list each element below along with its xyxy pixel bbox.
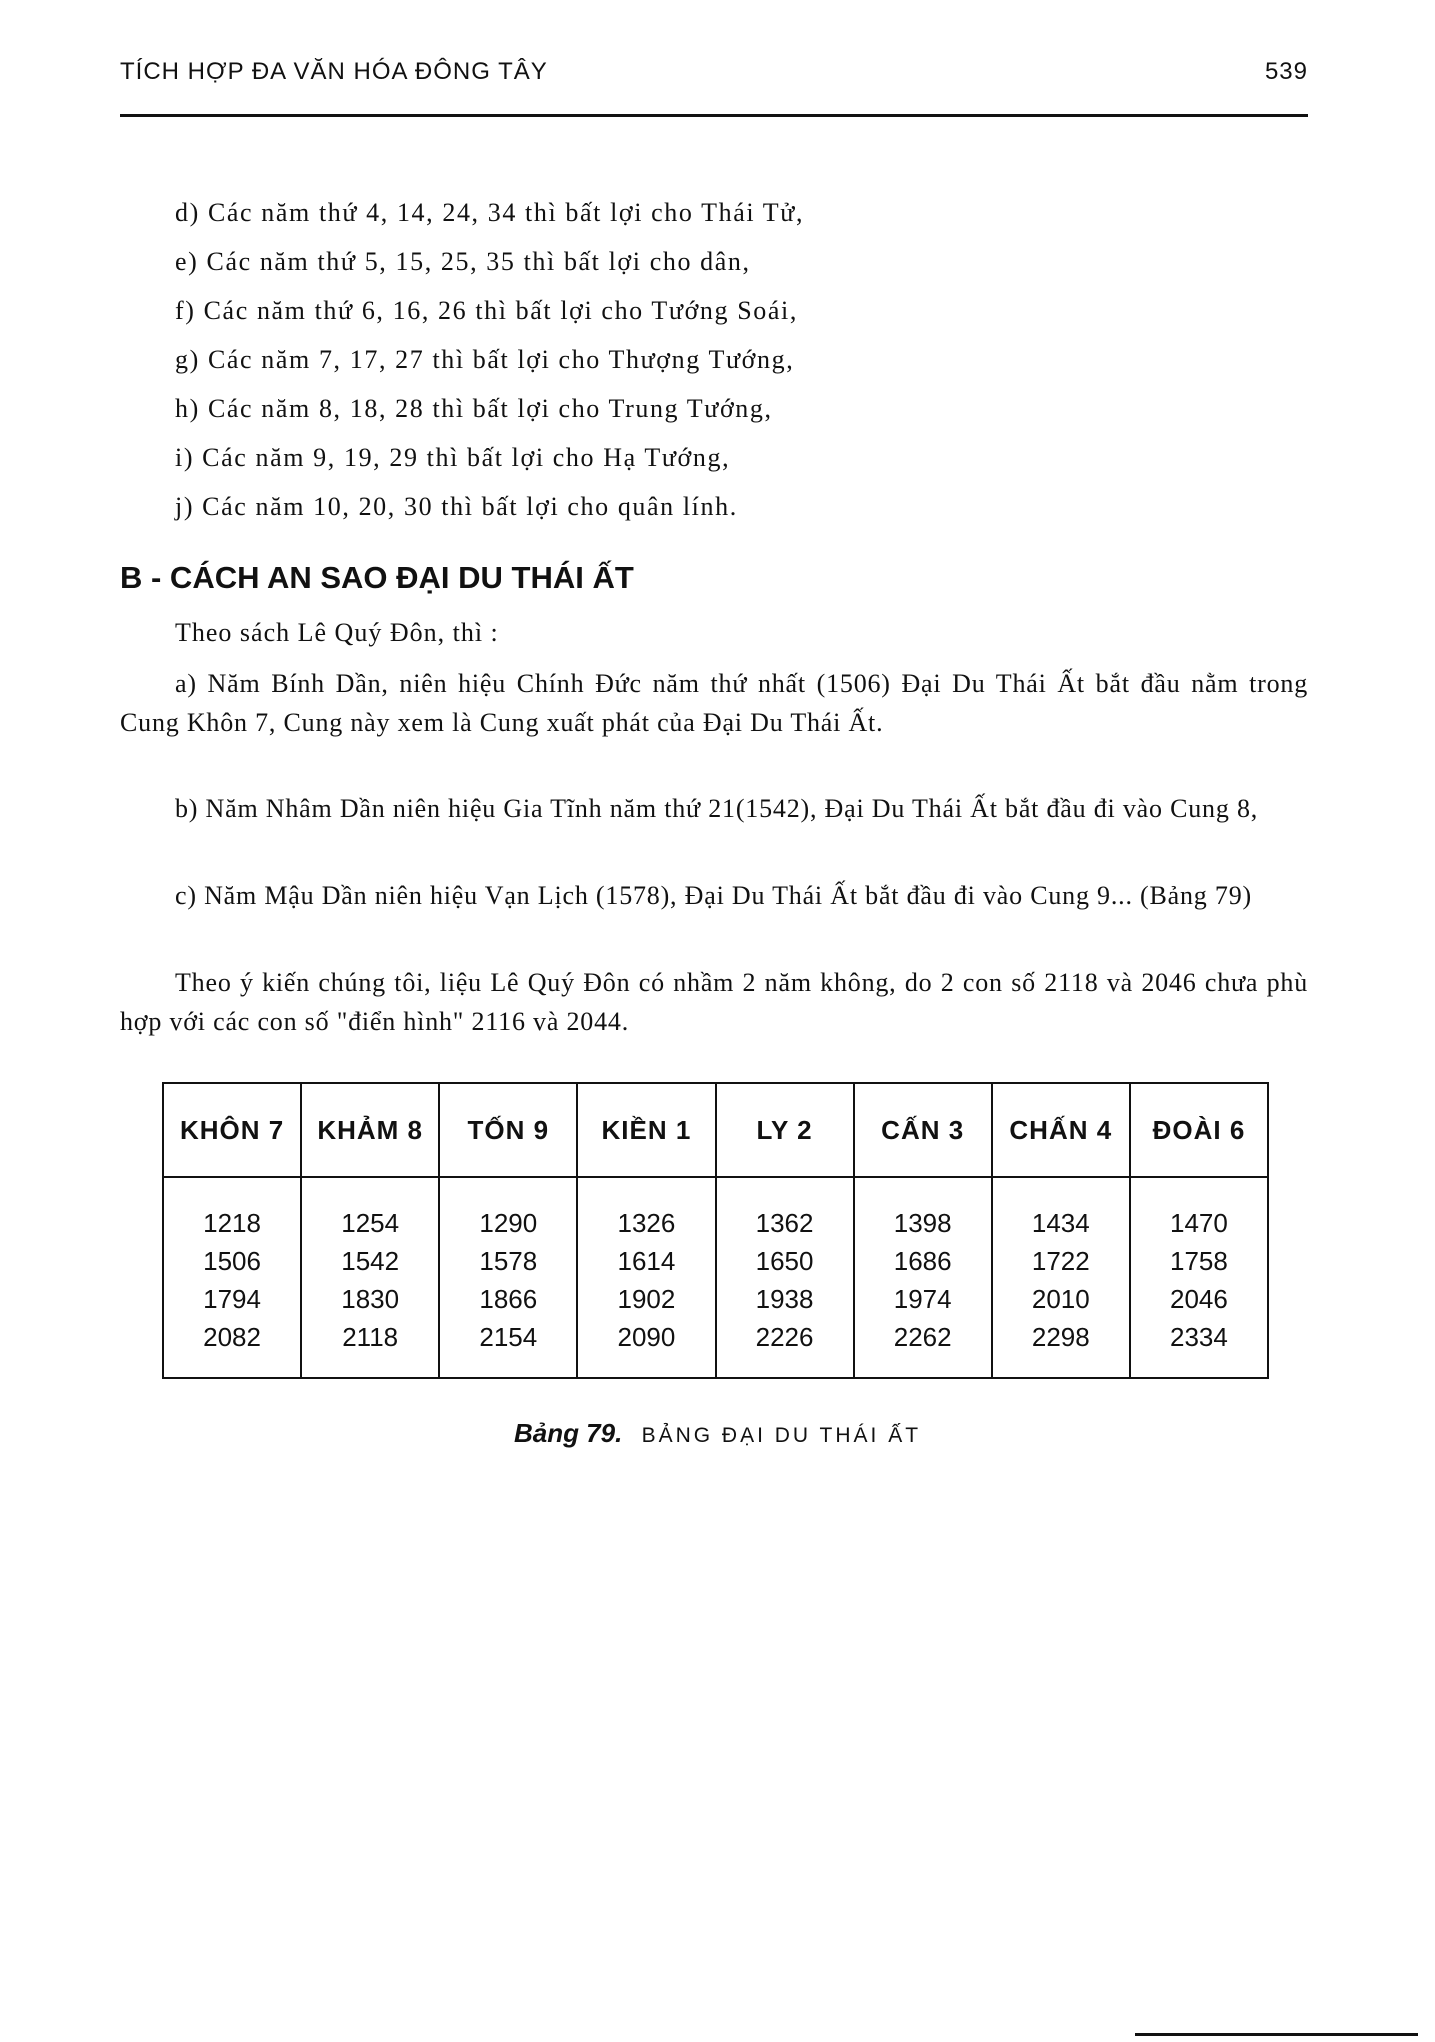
year-value: 1722 — [1031, 1246, 1090, 1276]
year-value: 1434 — [1031, 1208, 1090, 1238]
column-header: KHẢM 8 — [301, 1083, 439, 1177]
year-value: 2298 — [1031, 1322, 1090, 1352]
year-value: 1542 — [341, 1246, 400, 1276]
year-value: 1686 — [893, 1246, 952, 1276]
year-value: 2010 — [1031, 1284, 1090, 1314]
caption-label: Bảng 79. — [513, 1418, 623, 1448]
header-divider — [120, 114, 1308, 117]
column-header: LY 2 — [716, 1083, 854, 1177]
table-header-row — [163, 1083, 1268, 1177]
year-value: 1902 — [617, 1284, 676, 1314]
caption-text: BẢNG ĐẠI DU THÁI ẤT — [641, 1424, 922, 1447]
table-cell — [439, 1177, 577, 1378]
year-value: 1398 — [893, 1208, 952, 1238]
year-value: 1326 — [617, 1208, 676, 1238]
year-value: 1506 — [203, 1246, 261, 1276]
year-value: 1218 — [203, 1208, 261, 1238]
year-value: 2082 — [203, 1322, 261, 1352]
table-cell — [301, 1177, 439, 1378]
running-title: TÍCH HỢP ĐA VĂN HÓA ĐÔNG TÂY — [120, 58, 548, 85]
year-value: 1866 — [479, 1284, 538, 1314]
table-cell — [716, 1177, 854, 1378]
year-value: 1758 — [1170, 1246, 1228, 1276]
list-item: f) Các năm thứ 6, 16, 26 thì bất lợi cho Tướng Soái, — [175, 296, 798, 325]
table-cell — [854, 1177, 992, 1378]
table-cell — [992, 1177, 1130, 1378]
table-caption — [0, 1418, 1435, 1449]
year-value: 2090 — [617, 1322, 676, 1352]
section-heading: B - CÁCH AN SAO ĐẠI DU THÁI ẤT — [120, 560, 634, 595]
year-value: 1938 — [755, 1284, 814, 1314]
paragraph-b: b) Năm Nhâm Dần niên hiệu Gia Tĩnh năm thứ 21(1542), Đại Du Thái Ất bắt đầu đi vào Cung 8, — [175, 794, 1259, 823]
year-value: 1578 — [479, 1246, 538, 1276]
paragraph-opinion: Theo ý kiến chúng tôi, liệu Lê Quý Đôn có nhầm 2 năm không, do 2 con số 2118 và 2046 chưa phù hợp với các con số "điển hình" 2116 và 2044. — [120, 968, 1308, 1036]
year-value: 1362 — [755, 1208, 814, 1238]
year-value: 1794 — [203, 1284, 261, 1314]
year-value: 1470 — [1170, 1208, 1228, 1238]
footer-divider — [1135, 2033, 1418, 2036]
list-item: i) Các năm 9, 19, 29 thì bất lợi cho Hạ Tướng, — [175, 443, 731, 472]
year-value: 2154 — [479, 1322, 538, 1352]
year-value: 1290 — [479, 1208, 538, 1238]
dai-du-table — [162, 1082, 1269, 1379]
list-item: d) Các năm thứ 4, 14, 24, 34 thì bất lợi cho Thái Tử, — [175, 198, 805, 227]
column-header: CẤN 3 — [854, 1083, 992, 1177]
year-value: 1650 — [755, 1246, 814, 1276]
year-value: 2334 — [1170, 1322, 1228, 1352]
year-value: 2118 — [342, 1322, 399, 1352]
year-value: 1614 — [617, 1246, 676, 1276]
paragraph-c: c) Năm Mậu Dần niên hiệu Vạn Lịch (1578), Đại Du Thái Ất bắt đầu đi vào Cung 9... (Bảng 79) — [175, 881, 1252, 910]
table-cell — [577, 1177, 715, 1378]
year-value: 1254 — [341, 1208, 400, 1238]
table-cell — [163, 1177, 301, 1378]
list-item: h) Các năm 8, 18, 28 thì bất lợi cho Trung Tướng, — [175, 394, 773, 423]
column-header: KIỀN 1 — [577, 1083, 715, 1177]
column-header: ĐOÀI 6 — [1130, 1083, 1268, 1177]
intro-line: Theo sách Lê Quý Đôn, thì : — [175, 618, 499, 647]
year-value: 1830 — [341, 1284, 400, 1314]
list-item: j) Các năm 10, 20, 30 thì bất lợi cho quân lính. — [175, 492, 738, 521]
column-header: CHẤN 4 — [992, 1083, 1130, 1177]
page-header — [120, 54, 1308, 94]
column-header: TỐN 9 — [439, 1083, 577, 1177]
year-value: 2046 — [1170, 1284, 1228, 1314]
table-row — [163, 1177, 1268, 1378]
year-value: 2262 — [893, 1322, 952, 1352]
paragraph-a: a) Năm Bính Dần, niên hiệu Chính Đức năm thứ nhất (1506) Đại Du Thái Ất bắt đầu nằm trong Cung Khôn 7, Cung này xem là Cung xuất phát của Đại Du Thái Ất. — [120, 669, 1308, 737]
year-value: 1974 — [893, 1284, 952, 1314]
condition-list — [175, 188, 1295, 531]
year-value: 2226 — [755, 1322, 814, 1352]
list-item: e) Các năm thứ 5, 15, 25, 35 thì bất lợi cho dân, — [175, 247, 751, 276]
list-item: g) Các năm 7, 17, 27 thì bất lợi cho Thượng Tướng, — [175, 345, 795, 374]
page-number: 539 — [1264, 58, 1308, 85]
column-header: KHÔN 7 — [163, 1083, 301, 1177]
table-cell — [1130, 1177, 1268, 1378]
